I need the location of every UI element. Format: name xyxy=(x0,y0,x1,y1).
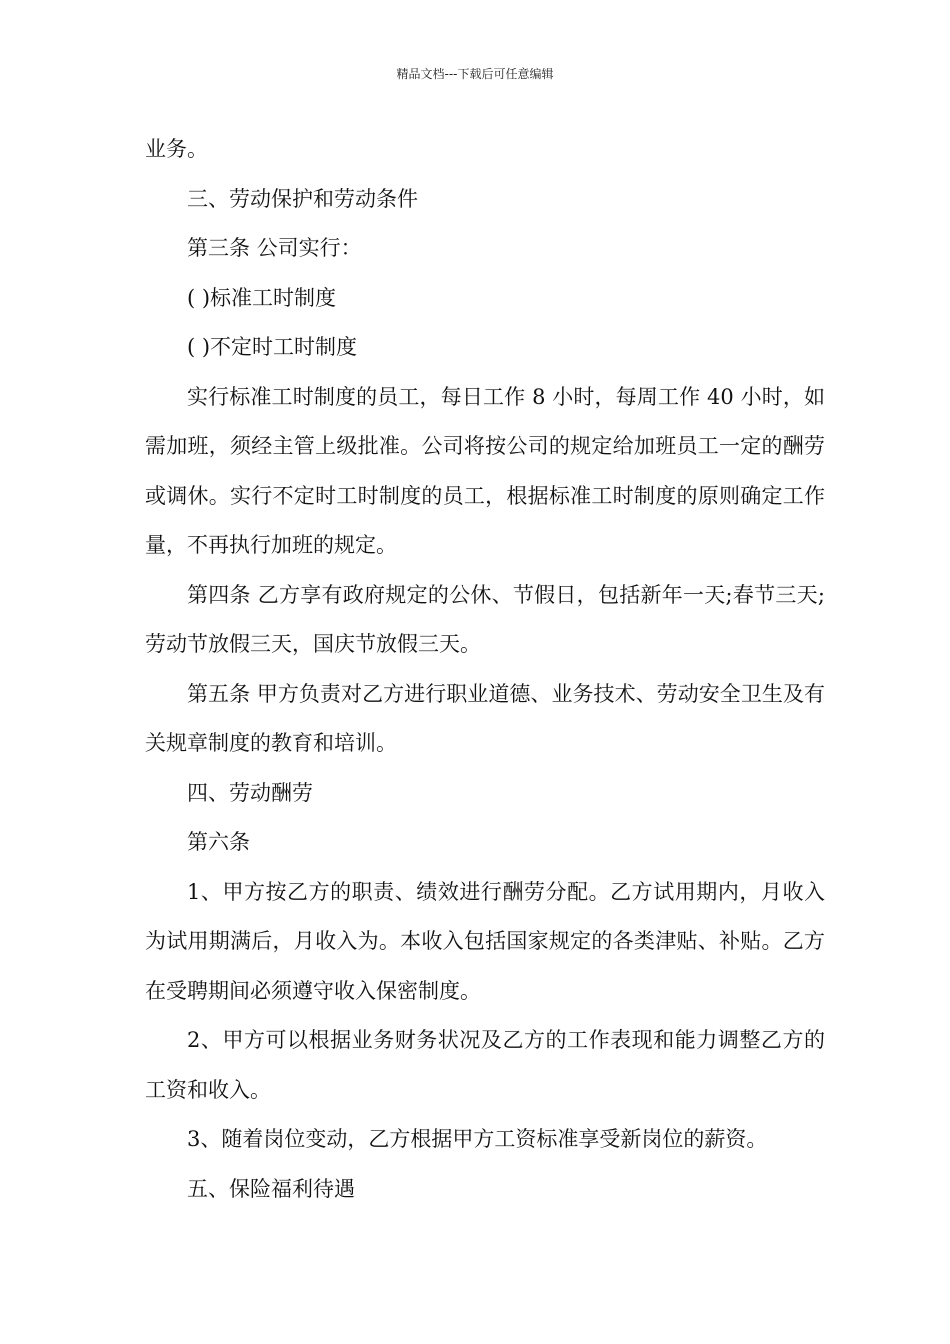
article-4-holidays: 第四条 乙方享有政府规定的公休、节假日，包括新年一天;春节三天;劳动节放假三天，国庆节放假三天。 xyxy=(145,582,825,656)
clause-6-1: 1、甲方按乙方的职责、绩效进行酬劳分配。乙方试用期内，月收入为试用期满后，月收入为。本收入包括国家规定的各类津贴、补贴。乙方在受聘期间必须遵守收入保密制度。 xyxy=(145,879,825,1003)
document-body xyxy=(145,125,825,1214)
clause-6-3: 3、随着岗位变动，乙方根据甲方工资标准享受新岗位的薪资。 xyxy=(187,1127,768,1151)
paragraph-continuation: 业务。 xyxy=(145,137,208,161)
article-3-heading: 第三条 公司实行： xyxy=(187,236,362,260)
section-heading-labor-protection: 三、劳动保护和劳动条件 xyxy=(187,186,418,211)
section-heading-insurance: 五、保险福利待遇 xyxy=(187,1176,355,1201)
clause-6-2: 2、甲方可以根据业务财务状况及乙方的工作表现和能力调整乙方的工资和收入。 xyxy=(145,1028,825,1102)
section-heading-compensation: 四、劳动酬劳 xyxy=(187,780,313,805)
page-header: 精品文档---下载后可任意编辑 xyxy=(396,67,554,81)
article-6-heading: 第六条 xyxy=(187,830,250,854)
article-5-training: 第五条 甲方负责对乙方进行职业道德、业务技术、劳动安全卫生及有关规章制度的教育和培训。 xyxy=(145,681,825,755)
paragraph-working-hours: 实行标准工时制度的员工，每日工作 8 小时，每周工作 40 小时，如需加班，须经主管上级批准。公司将按公司的规定给加班员工一定的酬劳或调休。实行不定时工时制度的员工，根据标准工时制度的原则确定工作量，不再执行加班的规定。 xyxy=(145,384,825,557)
option-standard-hours: ( )标准工时制度 xyxy=(187,285,337,310)
option-flexible-hours: ( )不定时工时制度 xyxy=(187,335,358,359)
